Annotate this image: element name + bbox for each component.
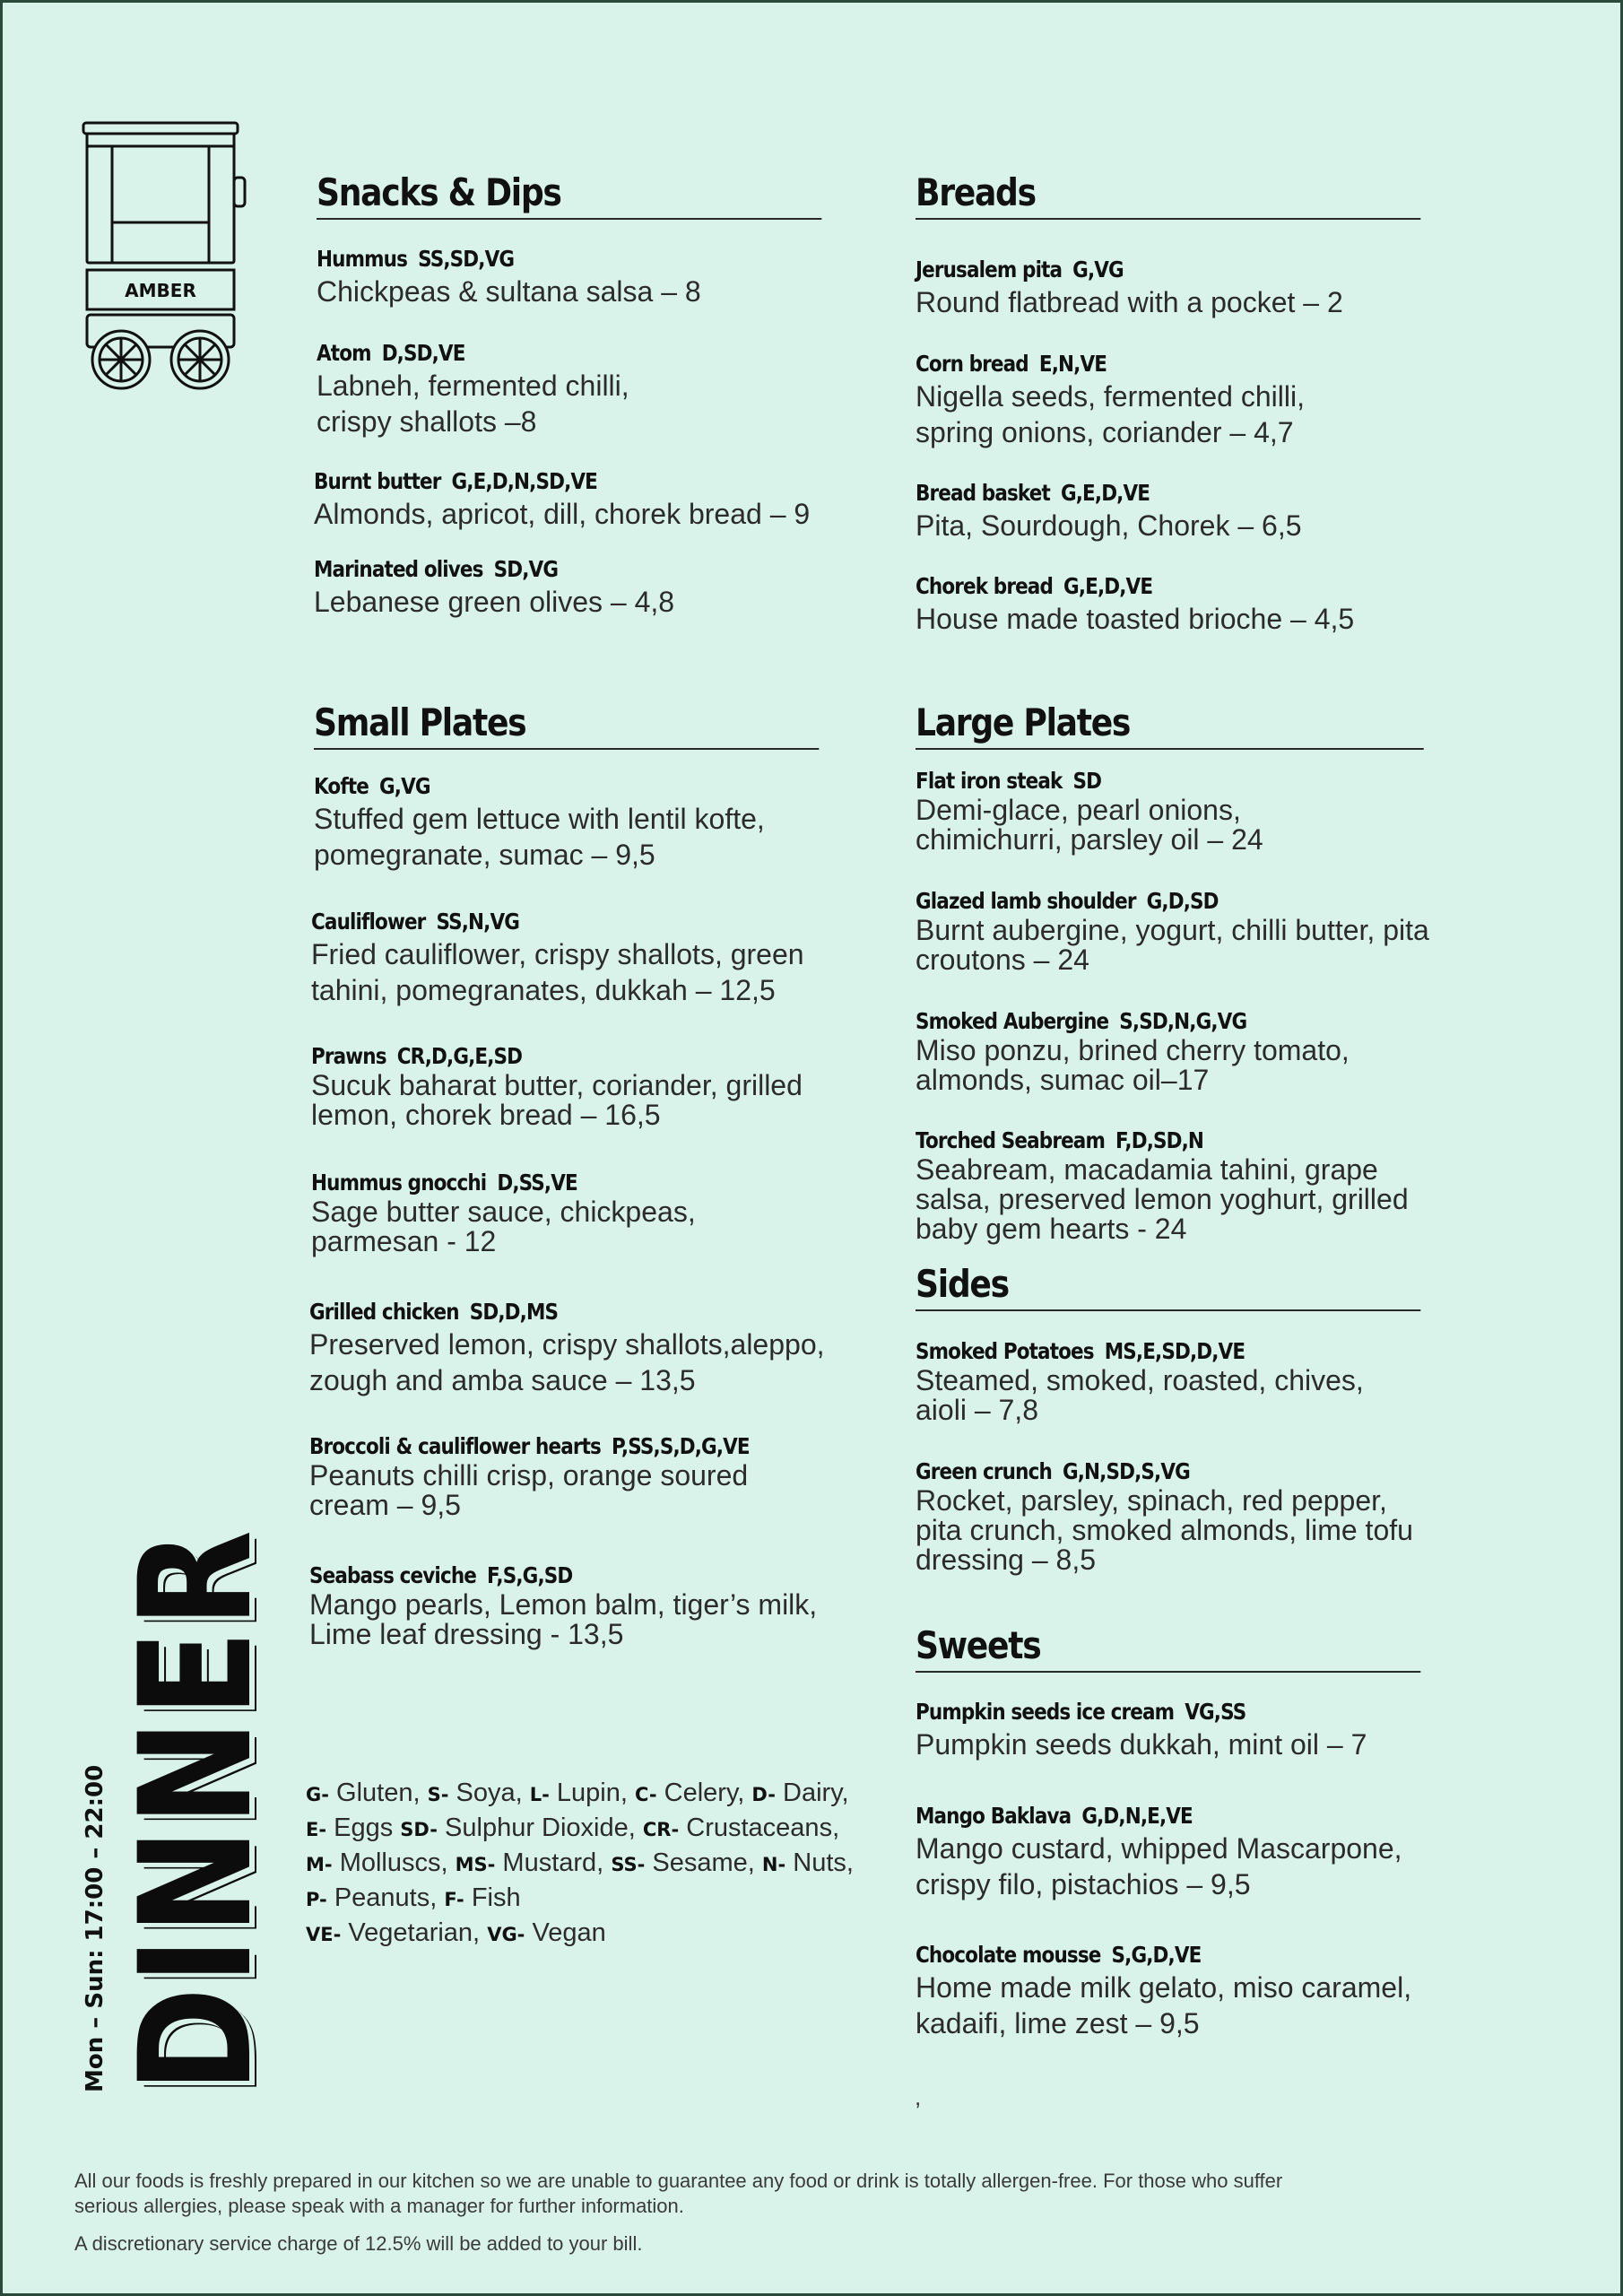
menu-item: Jerusalem pita G,VG Round flatbread with a pocket – 2 (916, 257, 1343, 318)
section-small-plates (314, 700, 820, 750)
menu-item: Smoked Aubergine S,SD,N,G,VG Miso ponzu, brined cherry tomato, almonds, sumac oil–17 (916, 1008, 1350, 1096)
section-breads (916, 170, 1422, 220)
menu-page: AMBER Snacks & Dips Hummus SS,SD,VG Chickpeas & sultana salsa – 8 Atom D,SD,VE Labneh, fermented chilli, crispy shallots –8 Burnt butter G,E,D,N,SD,VE Almonds, apricot, dill, chorek bread – 9 Marinated olives SD,VG Lebanese green olives – 4,8 Breads Jerusalem pita G,VG Round flatbread with a pocket – 2 Corn bread E,N,VE Nigella seeds, fermented chilli, spring onions, coriander – 4,7 Bread basket G,E,D,VE Pita, Sourdough, Chorek – 6,5 Chorek bread G,E,D,VE House made toasted brioche – 4,5 Small Plates Kofte G,VG Stuffed gem lettuce with lentil kofte, pomegranate, sumac – 9,5 Cauliflower SS,N,VG Fried cauliflower, crispy shallots, green tahini, pomegranates, dukkah – 12,5 Prawns CR,D,G,E,SD Sucuk baharat butter, coriander, grilled lemon, chorek bread – 16,5 Hummus gnocchi D,SS,VE Sage butter sauce, chickpeas, parmesan - 12 Grilled chicken SD,D,MS Preserved lemon, crispy shallots,aleppo, zough and amba sauce – 13,5 Broccoli & cauliflower hearts P,SS,S,D,G,VE Peanuts chilli crisp, orange soured cream – 9,5 Seabass ceviche F,S,G,SD Mango pearls, Lemon balm, tiger’s milk, Lime leaf dressing - 13,5 Large Plates Flat iron steak SD Demi-glace, pearl onions, chimichurri, parsley oil – 24 Glazed lamb shoulder G,D,SD Burnt aubergine, yogurt, chilli butter, pita croutons – 24 Smoked Aubergine S,SD,N,G,VG Miso ponzu, brined cherry tomato, almonds, sumac oil–17 Torched Seabream F,D,SD,N Seabream, macadamia tahini, grape salsa, preserved lemon yoghurt, grilled baby gem hearts - 24 Sides Smoked Potatoes MS,E,SD,D,VE Steamed, smoked, roasted, chives, aioli – 7,8 Green crunch G,N,SD,S,VG Rocket, parsley, spinach, red pepper, pita crunch, smoked almonds, lime tofu dressing – 8,5 Sweets Pumpkin seeds ice cream VG,SS Pumpkin seeds dukkah, mint oil – 7 Mango Baklava G,D,N,E,VE Mango custard, whipped Mascarpone, crispy filo, pistachios – 9,5 Chocolate mousse S,G,D,VE Home made milk gelato, miso caramel, kadaifi, lime zest – 9,5 , DINNER Mon – Sun: 17:00 – 22:00 G- Gluten, S- Soya, L- Lupin, C- Celery, D- Dairy, E- Eggs SD- Sulphur Dioxide, CR- Crustaceans, M- Molluscs, MS- Mustard, SS- Sesame, N- Nuts, P- Peanuts, F- Fish VE- Vegetarian, VG- Vegan All our foods is freshly prepared in our kitchen so we are unable to guarantee any food or drink is totally allergen-free. For those who suffer serious allergies, please speak with a manager for further information. A discretionary service charge of 12.5% will be added to your bill. (0, 0, 1623, 2296)
menu-item: Smoked Potatoes MS,E,SD,D,VE Steamed, smoked, roasted, chives, aioli – 7,8 (916, 1338, 1364, 1426)
menu-item: Green crunch G,N,SD,S,VG Rocket, parsley, spinach, red pepper, pita crunch, smoked almonds, lime tofu dressing – 8,5 (916, 1458, 1413, 1576)
menu-item: Torched Seabream F,D,SD,N Seabream, macadamia tahini, grape salsa, preserved lemon yoghurt, grilled baby gem hearts - 24 (916, 1127, 1409, 1245)
menu-item: Bread basket G,E,D,VE Pita, Sourdough, Chorek – 6,5 (916, 480, 1302, 542)
section-title: Sweets (916, 1622, 1421, 1673)
section-title: Large Plates (916, 700, 1424, 750)
section-snacks (317, 170, 823, 220)
allergen-legend: G- Gluten, S- Soya, L- Lupin, C- Celery, D- Dairy, E- Eggs SD- Sulphur Dioxide, CR- Crustaceans, M- Molluscs, MS- Mustard, SS- Sesame, N- Nuts, P- Peanuts, F- Fish VE- Vegetarian, VG- Vegan (306, 1779, 854, 1947)
service-charge-notice: A discretionary service charge of 12.5% will be added to your bill. (74, 2232, 643, 2255)
menu-item: Burnt butter G,E,D,N,SD,VE Almonds, apricot, dill, chorek bread – 9 (314, 468, 811, 530)
section-large-plates (916, 700, 1425, 750)
footer (74, 2169, 1348, 2269)
menu-item: Chocolate mousse S,G,D,VE Home made milk gelato, miso caramel, kadaifi, lime zest – 9,5 (916, 1942, 1412, 2039)
section-title: Snacks & Dips (317, 170, 822, 220)
menu-item: Hummus SS,SD,VG Chickpeas & sultana salsa – 8 (317, 246, 701, 308)
cart-logo-icon (80, 119, 268, 397)
opening-hours: Mon – Sun: 17:00 – 22:00 (82, 1764, 108, 2092)
menu-item: Atom D,SD,VE Labneh, fermented chilli, crispy shallots –8 (317, 340, 629, 438)
menu-item: Seabass ceviche F,S,G,SD Mango pearls, Lemon balm, tiger’s milk, Lime leaf dressing - 13,5 (309, 1562, 818, 1650)
menu-item: Marinated olives SD,VG Lebanese green olives – 4,8 (314, 556, 675, 618)
menu-item: Chorek bread G,E,D,VE House made toasted brioche – 4,5 (916, 573, 1355, 635)
menu-item: Prawns CR,D,G,E,SD Sucuk baharat butter, coriander, grilled lemon, chorek bread – 16,5 (311, 1043, 803, 1131)
section-sides (916, 1261, 1422, 1311)
menu-item: Flat iron steak SD Demi-glace, pearl onions, chimichurri, parsley oil – 24 (916, 768, 1263, 856)
stray-comma: , (915, 2083, 922, 2110)
menu-item: Pumpkin seeds ice cream VG,SS Pumpkin seeds dukkah, mint oil – 7 (916, 1699, 1367, 1761)
cart-sign: AMBER (125, 280, 196, 301)
section-title: Sides (916, 1261, 1421, 1311)
menu-item: Hummus gnocchi D,SS,VE Sage butter sauce, chickpeas, parmesan - 12 (311, 1170, 696, 1257)
allergy-notice: All our foods is freshly prepared in our kitchen so we are unable to guarantee any food or drink is totally allergen-free. For those who suffer serious allergies, please speak with a manager for further information. (74, 2170, 1283, 2217)
section-title: Breads (916, 170, 1421, 220)
menu-item: Glazed lamb shoulder G,D,SD Burnt aubergine, yogurt, chilli butter, pita croutons – 24 (916, 888, 1429, 976)
section-sweets (916, 1622, 1422, 1673)
section-title: Small Plates (314, 700, 820, 750)
menu-item: Grilled chicken SD,D,MS Preserved lemon, crispy shallots,aleppo, zough and amba sauce – 13,5 (309, 1299, 825, 1396)
menu-item: Cauliflower SS,N,VG Fried cauliflower, crispy shallots, green tahini, pomegranates, dukkah – 12,5 (311, 909, 804, 1006)
menu-item: Corn bread E,N,VE Nigella seeds, fermented chilli, spring onions, coriander – 4,7 (916, 351, 1305, 448)
menu-item: Broccoli & cauliflower hearts P,SS,S,D,G,VE Peanuts chilli crisp, orange soured cream – 9,5 (309, 1433, 750, 1521)
menu-item: Kofte G,VG Stuffed gem lettuce with lentil kofte, pomegranate, sumac – 9,5 (314, 773, 765, 871)
menu-item: Mango Baklava G,D,N,E,VE Mango custard, whipped Mascarpone, crispy filo, pistachios – 9,5 (916, 1803, 1402, 1900)
